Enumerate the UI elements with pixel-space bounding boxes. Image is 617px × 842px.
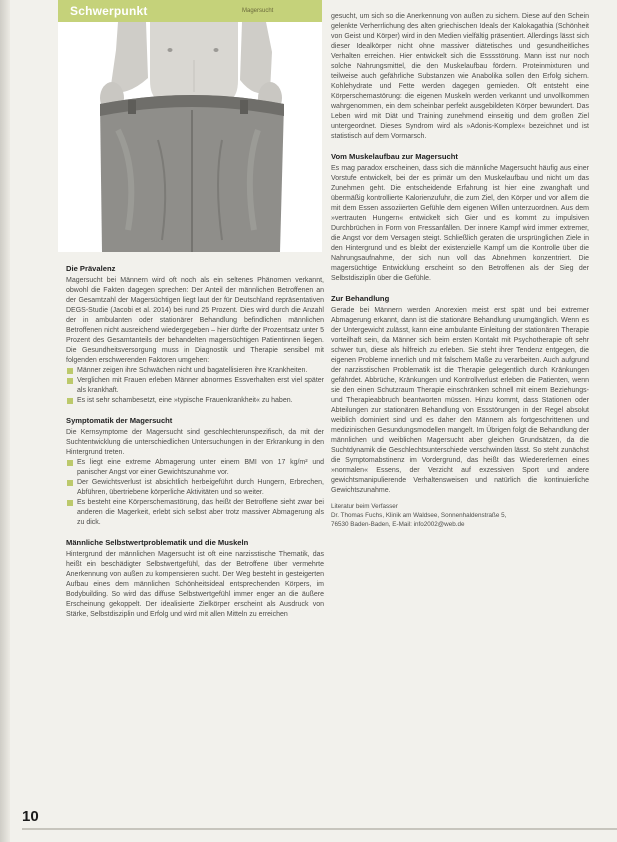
- bullet-square-icon: [67, 398, 73, 404]
- article-photo: [58, 0, 322, 252]
- list-item-text: Es liegt eine extreme Abmagerung unter einem BMI von 17 kg/m² und panischer Angst vor einer Gewichtszunahme vor.: [77, 459, 324, 476]
- page-number: 10: [22, 808, 39, 825]
- bullet-square-icon: [67, 480, 73, 486]
- left-column: [66, 264, 324, 620]
- paragraph: Hintergrund der männlichen Magersucht ist oft eine narzisstische Thematik, das heißt ein beschädigter Selbstwertgefühl, das der Betroffene über vermehrte Anerkennung von außen zu kompensieren sucht. Der Weg besteht in gesteigerten Aufbau eines dem männlichen Schönheitsideal entsprechenden Körpers, im Bodybuilding. So wird das diffuse Selbstwertgefühl immer enger an die äußere Erscheinung gekoppelt. Der idealisierte Zielkörper erscheint als Ausdruck von Stärke, Selbstdisziplin und Erfolg und wird mit allen Mitteln zu erreichen: [66, 551, 324, 618]
- section-heading: Die Prävalenz: [66, 264, 116, 273]
- article-section: [66, 416, 324, 528]
- paragraph: Die Kernsymptome der Magersucht sind geschlechterunspezifisch, da mit der Suchtentwicklung die unterschiedlichen Untersuchungen in der Erkrankung in den Hintergrund treten.: [66, 429, 324, 456]
- list-item-text: Es besteht eine Körperschemastörung, das heißt der Betroffene sieht zwar bei anderen die Magerkeit, erlebt sich selbst aber trotz massiver Abmagerung als zu dick.: [77, 499, 324, 526]
- list-item-text: Männer zeigen ihre Schwächen nicht und bagatellisieren ihre Krankheiten.: [77, 367, 308, 374]
- list-item: [66, 396, 324, 406]
- bullet-square-icon: [67, 500, 73, 506]
- section-heading: Vom Muskelaufbau zur Magersucht: [331, 152, 458, 161]
- literature-note: [331, 502, 589, 529]
- bullet-list: [66, 458, 324, 528]
- list-item-text: Der Gewichtsverlust ist absichtlich herbeigeführt durch Hungern, Erbrechen, Abführen, übertriebene körperliche Aktivitäten und so weiter.: [77, 479, 324, 496]
- section-heading: Männliche Selbstwertproblematik und die Muskeln: [66, 538, 249, 547]
- bullet-square-icon: [67, 460, 73, 466]
- paragraph: Magersucht bei Männern wird oft noch als ein seltenes Phänomen verkannt, obwohl die Fakten dagegen sprechen: Der Anteil der männlichen Betroffenen an der Gesamtzahl der Magersüchtigen liegt laut der für Deutschland repräsentativen DEGS-Studie (Jacobi et al. 2014) bei rund 25 Prozent. Dies wird durch die Anzahl der in ambulanten oder stationärer Behandlung befindlichen männlichen Betroffenen nicht ausreichend wiedergegeben – hier dürfte der Prozentsatz unter 5 Prozent des Gesamtanteils der behandelten magersüchtigen Patientinnen liegen. Die Gesundheitsversorgung muss in Diagnostik und Therapie sensibel mit folgenden erschwerenden Faktoren umgehen:: [66, 277, 324, 364]
- section-title: Schwerpunkt: [70, 4, 148, 18]
- author-contact-line: 76530 Baden-Baden, E-Mail: info2002@web.de: [331, 521, 465, 528]
- list-item: [66, 376, 324, 396]
- bullet-square-icon: [67, 378, 73, 384]
- list-item: [66, 366, 324, 376]
- paragraph: Gerade bei Männern werden Anorexien meist erst spät und bei extremer Abmagerung erkannt, dann ist die stationäre Behandlung unumgänglich. Wenn es der Untergewicht zulässt, kann eine ambulante Einleitung der stationären Therapie vorteilhaft sein, da Männer sich beim ersten Kontakt mit Psychotherapie oft sehr schwer tun, diese als hilfreich zu erleben. Sie steht ihrer Tendenz entgegen, die eigenen Probleme innerlich und mit falschem Maße zu verarbeiten. Auch aufgrund der narzisstischen Problematik ist die Therapie gelegentlich durch Kränkungen gefährdet. Abbrüche, Kränkungen und Kontrollverlust erleben die Patienten, wenn sie den einen Schutzraum Therapie einschränken schnell mit einem Beziehungs- und Therapieabbruch beantworten müssen. Hinzu kommt, dass Stationen oder Abteilungen zur stationären Behandlung von Essstörungen in der Regel absolut weiblich dominiert sind und es daher den Männern als fortgeschrittenen und medizinischen Gesundungsmodellen mangelt. Im Übrigen folgt die Behandlung der männlichen und weiblichen Magersucht aber gleichen Grundsätzen, da die Suchtdynamik die Geschlechtsunterschiede verschwinden lässt. So steht zunächst die Symptomabstinenz im Vordergrund, das heißt das Wiedererlernen eines »normalen« Essens, der Verzicht auf exzessiven Sport und andere gewichtsmanipulierende Verhaltensweisen und natürlich die kontinuierliche Gewichtszunahme.: [331, 307, 589, 494]
- literature-line: Literatur beim Verfasser: [331, 503, 398, 510]
- paragraph: Es mag paradox erscheinen, dass sich die männliche Magersucht häufig aus einer Vorstufe entwickelt, bei der es primär um den Muskelaufbau und nicht um das Zunehmen geht. Die entscheidende Erfahrung ist hier eine zwanghaft und übermäßig kontrollierte Kalorienzufuhr, die zum Ziel, den Körper und vor allem die mit dem Essen assoziierten Gefühle dem eigenen Willen unterzuordnen. Aus dem »vertrauten Hungern« entwickelt sich Gier und es kommt zu impulsiven Durchbrüchen in Form von Fressanfällen. Der innere Kampf wird immer extremer, die Angst vor dem Versagen steigt. Schließlich geraten die ursprünglichen Ziele in den Hintergrund und es bleibt der existenzielle Kampf um die Kontrolle über die Nahrungsaufnahme, der sich nun voll das Abnehmen konzentriert. Die magersüchtige Entwicklung erscheint so den Betroffenen als der Sieg der Selbstdisziplin über die Gefühle.: [331, 165, 589, 282]
- article-section: [66, 538, 324, 620]
- list-item-text: Verglichen mit Frauen erleben Männer abnormes Essverhalten erst viel später als krankhaft.: [77, 377, 324, 394]
- section-heading: Symptomatik der Magersucht: [66, 416, 173, 425]
- bullet-square-icon: [67, 368, 73, 374]
- list-item: [66, 458, 324, 478]
- bullet-list: [66, 366, 324, 406]
- paragraph: gesucht, um sich so die Anerkennung von außen zu sichern. Diese auf den Schein gelenkte Verherrlichung des alten griechischen Ideals der Kalokagathia (Schönheit von Geist und Körper) wird in den Medien vielfältig präsentiert. Allerdings lässt sich dieser Idealkörper nicht ohne massiver diätetisches und gesundheitliches Verhalten erreichen. Hier entwickelt sich die Esssstörung. Mann isst nur noch solche Nahrungsmittel, die den Muskelaufbau fördern. Proteinmixturen und teilweise auch gefährliche Substanzen wie Anabolika sollen den Erfolg sichern. Kohlehydrate und Fette werden dagegen gemieden. Oft entsteht eine Körperschemastörung: die eigenen Muskeln werden verkannt und unvollkommen wahrgenommen, ein dem scheinbar perfekt ausgebildeten Körper bewundert. Das Leben wird mit Diät und Training zunehmend einseitig und dem großen Ziel untergeordnet. Dieses Syndrom wird als »Adonis-Komplex« bezeichnet und ist statistisch auf dem Vormarsch.: [331, 13, 589, 140]
- list-item: [66, 498, 324, 528]
- section-heading: Zur Behandlung: [331, 294, 390, 303]
- list-item-text: Es ist sehr schambesetzt, eine »typische Frauenkrankheit« zu haben.: [77, 397, 293, 404]
- article-section: [331, 294, 589, 496]
- right-column: [331, 12, 589, 529]
- bottom-rule: [22, 828, 617, 830]
- man-in-oversized-jeans-image: [58, 0, 322, 252]
- article-section: [66, 264, 324, 406]
- author-line: Dr. Thomas Fuchs, Klinik am Waldsee, Sonnenhaldenstraße 5,: [331, 512, 507, 519]
- list-item: [66, 478, 324, 498]
- article-section: [331, 152, 589, 284]
- section-subtitle: Magersucht: [242, 8, 274, 14]
- page-edge-shadow: [0, 0, 10, 842]
